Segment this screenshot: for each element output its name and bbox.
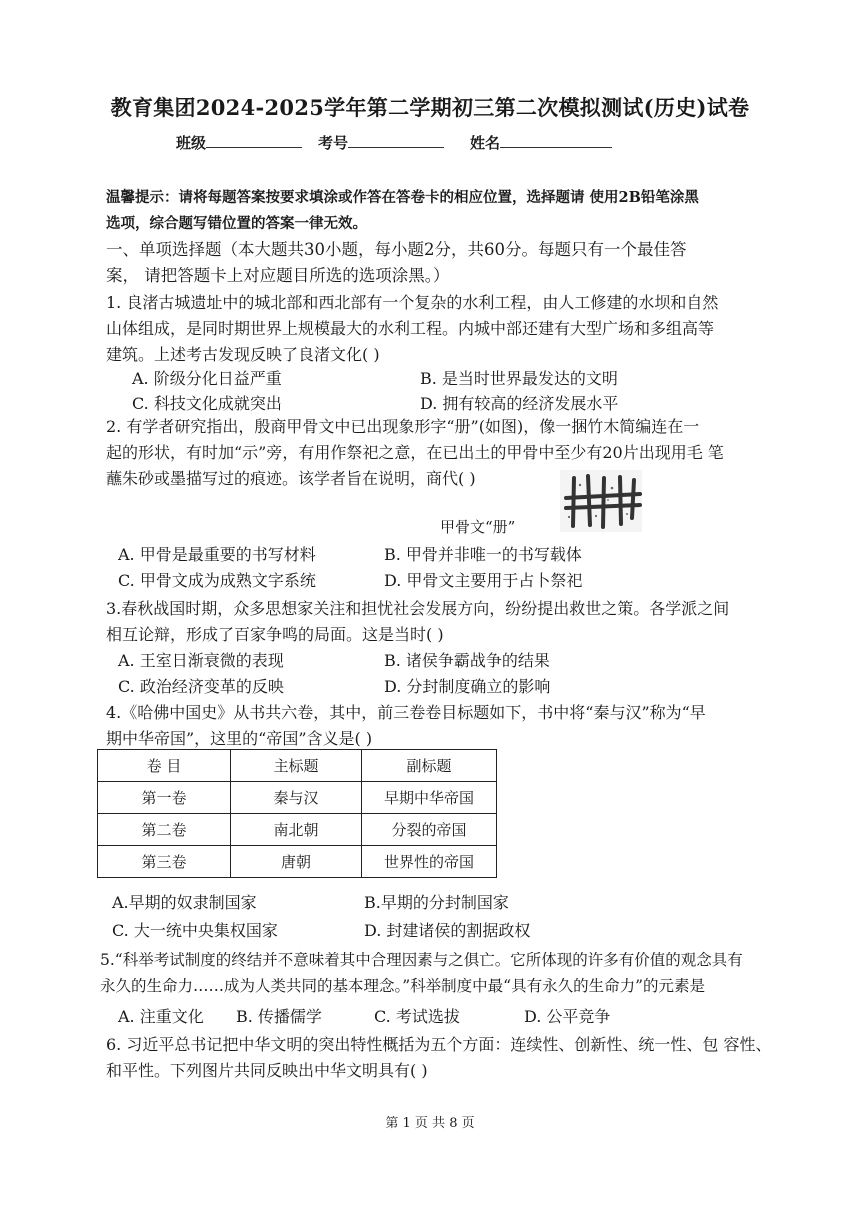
q4-line-2: 期中华帝国”，这里的“帝国”含义是( ) — [106, 729, 373, 748]
q1-line-3: 建筑。上述考古发现反映了良渚文化( ) — [106, 345, 380, 364]
exam-title: 教育集团2024-2025学年第二学期初三第二次模拟测试(历史)试卷 — [110, 95, 750, 120]
section-heading-line-2: 案， 请把答题卡上对应题目所选的选项涂黑。） — [106, 266, 450, 285]
tip-line-1: 温馨提示：请将每题答案按要求填涂或作答在答卷卡的相应位置，选择题请 使用2B铅笔涂黑 — [106, 189, 699, 206]
q2-line-3: 蘸朱砂或墨描写过的痕迹。该学者旨在说明，商代( ) — [106, 469, 476, 488]
table-cell: 分裂的帝国 — [362, 814, 497, 846]
exam-no-field — [318, 132, 444, 153]
q2-option-c: C. 甲骨文成为成熟文字系统 — [118, 571, 316, 590]
oracle-bone-caption: 甲骨文“册” — [440, 518, 516, 536]
table-header-cell: 副标题 — [362, 750, 497, 782]
q2-option-d: D. 甲骨文主要用于占卜祭祀 — [384, 571, 583, 590]
q2-option-a: A. 甲骨是最重要的书写材料 — [118, 545, 316, 564]
q5-option-a: A. 注重文化 — [118, 1007, 204, 1026]
name-field — [470, 132, 612, 153]
q1-option-c: C. 科技文化成就突出 — [132, 394, 282, 413]
q2-line-2: 起的形状，有时加“示”旁，有用作祭祀之意，在已出土的甲骨中至少有20片出现用毛 笔 — [106, 443, 724, 462]
q6-line-1: 6. 习近平总书记把中华文明的突出特性概括为五个方面：连续性、创新性、统一性、包 容性、 — [106, 1035, 772, 1054]
q1-option-a: A. 阶级分化日益严重 — [132, 369, 282, 388]
q4-line-1: 4.《哈佛中国史》从书共六卷，其中，前三卷卷目标题如下，书中将“秦与汉”称为“早 — [106, 703, 706, 722]
table-row — [98, 846, 497, 878]
table-cell: 唐朝 — [231, 846, 362, 878]
page-footer: 第 1 页 共 8 页 — [385, 1116, 475, 1131]
table-cell: 第二卷 — [98, 814, 231, 846]
class-blank — [206, 133, 302, 148]
table-row — [98, 782, 497, 814]
q1-line-2: 山体组成，是同时期世界上规模最大的水利工程。内城中部还建有大型广场和多组高等 — [106, 319, 715, 338]
q4-option-d: D. 封建诸侯的割据政权 — [364, 921, 531, 940]
class-field — [176, 132, 302, 153]
table-header-cell: 卷 目 — [98, 750, 231, 782]
q1-option-b: B. 是当时世界最发达的文明 — [420, 369, 618, 388]
q2-line-1: 2. 有学者研究指出，殷商甲骨文中已出现象形字“册”(如图)，像一捆竹木简编连在一 — [106, 417, 700, 436]
q3-line-1: 3.春秋战国时期，众多思想家关注和担忧社会发展方向，纷纷提出救世之策。各学派之间 — [106, 599, 730, 618]
table-cell: 早期中华帝国 — [362, 782, 497, 814]
q1-line-1: 1. 良渚古城遗址中的城北部和西北部有一个复杂的水利工程，由人工修建的水坝和自然 — [106, 293, 719, 312]
table-header-row — [98, 750, 497, 782]
table-row — [98, 814, 497, 846]
table-cell: 世界性的帝国 — [362, 846, 497, 878]
table-cell: 秦与汉 — [231, 782, 362, 814]
q5-option-c: C. 考试选拔 — [374, 1007, 460, 1026]
q3-line-2: 相互论辩，形成了百家争鸣的局面。这是当时( ) — [106, 625, 444, 644]
q6-line-2: 和平性。下列图片共同反映出中华文明具有( ) — [106, 1061, 428, 1080]
harvard-history-table — [97, 749, 497, 878]
table-header-cell: 主标题 — [231, 750, 362, 782]
table-cell: 第三卷 — [98, 846, 231, 878]
oracle-bone-ce-image — [560, 470, 642, 532]
q5-line-1: 5.“科举考试制度的终结并不意味着其中合理因素与之俱亡。它所体现的许多有价值的观念具有 — [100, 951, 743, 969]
exam-no-blank — [348, 133, 444, 148]
q5-option-d: D. 公平竞争 — [524, 1007, 611, 1026]
q2-option-b: B. 甲骨并非唯一的书写载体 — [384, 545, 582, 564]
class-label: 班级 — [176, 134, 207, 152]
q5-line-2: 永久的生命力……成为人类共同的基本理念。”科举制度中最“具有永久的生命力”的元素是 — [100, 977, 706, 995]
q3-option-b: B. 诸侯争霸战争的结果 — [384, 651, 550, 670]
q1-option-d: D. 拥有较高的经济发展水平 — [420, 394, 619, 413]
q3-option-a: A. 王室日渐衰微的表现 — [118, 651, 284, 670]
q4-option-c: C. 大一统中央集权国家 — [112, 921, 278, 940]
q3-option-c: C. 政治经济变革的反映 — [118, 677, 284, 696]
table-cell: 第一卷 — [98, 782, 231, 814]
q4-option-b: B.早期的分封制国家 — [364, 893, 509, 912]
q5-option-b: B. 传播儒学 — [236, 1007, 322, 1026]
name-label: 姓名 — [470, 134, 501, 152]
tip-line-2: 选项，综合题写错位置的答案一律无效。 — [106, 215, 367, 232]
exam-no-label: 考号 — [318, 134, 349, 152]
table-cell: 南北朝 — [231, 814, 362, 846]
name-blank — [500, 133, 612, 148]
q4-option-a: A.早期的奴隶制国家 — [112, 893, 257, 912]
section-heading-line-1: 一、单项选择题（本大题共30小题，每小题2分，共60分。每题只有一个最佳答 — [106, 240, 687, 259]
q3-option-d: D. 分封制度确立的影响 — [384, 677, 551, 696]
